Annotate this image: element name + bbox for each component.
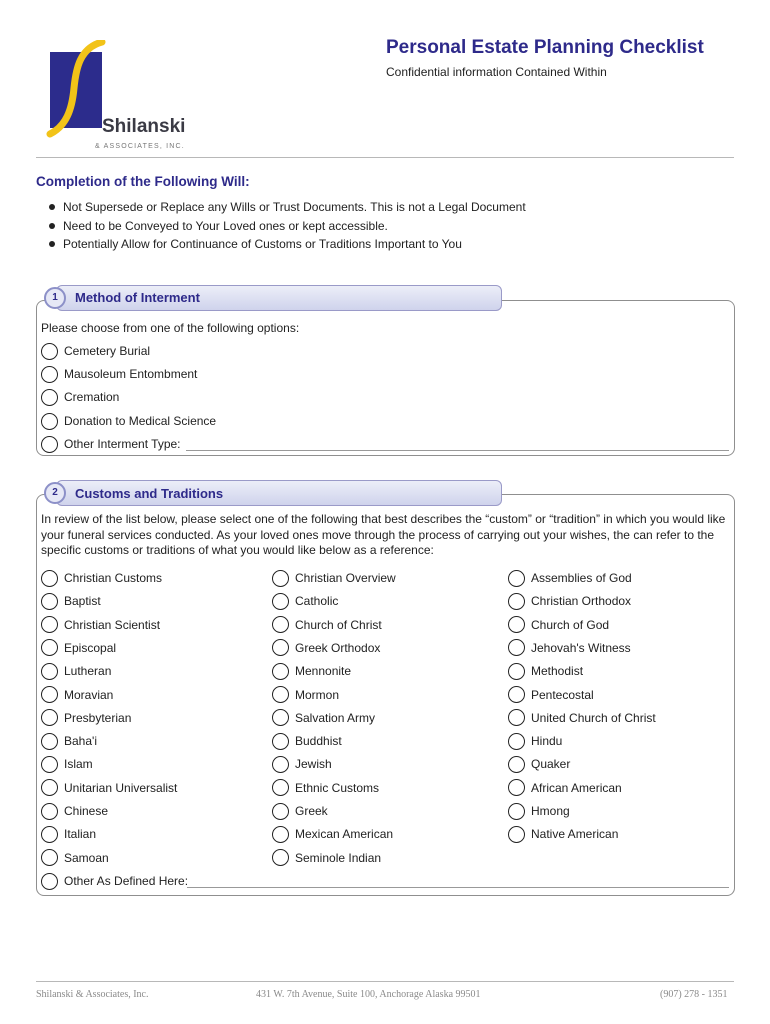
radio-circle[interactable] bbox=[41, 779, 58, 796]
radio-circle[interactable] bbox=[508, 639, 525, 656]
radio-circle[interactable] bbox=[41, 733, 58, 750]
custom-option[interactable]: Chinese bbox=[41, 801, 108, 821]
radio-circle[interactable] bbox=[272, 570, 289, 587]
radio-circle[interactable] bbox=[272, 826, 289, 843]
completion-heading: Completion of the Following Will: bbox=[36, 174, 250, 189]
document-subtitle: Confidential information Contained Within bbox=[386, 65, 607, 79]
custom-option[interactable]: Mormon bbox=[272, 685, 339, 705]
radio-circle[interactable] bbox=[272, 709, 289, 726]
radio-circle[interactable] bbox=[508, 779, 525, 796]
custom-option[interactable]: Greek bbox=[272, 801, 328, 821]
custom-option[interactable]: Islam bbox=[41, 754, 93, 774]
custom-option[interactable]: Moravian bbox=[41, 685, 113, 705]
footer-divider bbox=[36, 981, 734, 982]
radio-circle[interactable] bbox=[41, 663, 58, 680]
radio-circle[interactable] bbox=[272, 663, 289, 680]
custom-option[interactable]: Lutheran bbox=[41, 661, 111, 681]
option-cremation[interactable]: Cremation bbox=[41, 387, 119, 407]
interment-section-title: Method of Interment bbox=[75, 290, 200, 305]
custom-option[interactable]: Assemblies of God bbox=[508, 568, 632, 588]
radio-circle[interactable] bbox=[508, 803, 525, 820]
custom-option[interactable]: Christian Orthodox bbox=[508, 591, 631, 611]
radio-circle[interactable] bbox=[272, 756, 289, 773]
custom-option[interactable]: Presbyterian bbox=[41, 708, 131, 728]
customs-section-title: Customs and Traditions bbox=[75, 486, 224, 501]
custom-option[interactable]: Samoan bbox=[41, 848, 109, 868]
radio-circle[interactable] bbox=[272, 779, 289, 796]
document-title: Personal Estate Planning Checklist bbox=[386, 37, 704, 58]
radio-circle[interactable] bbox=[508, 709, 525, 726]
radio-circle[interactable] bbox=[508, 686, 525, 703]
radio-circle[interactable] bbox=[41, 709, 58, 726]
custom-option[interactable]: Christian Customs bbox=[41, 568, 162, 588]
custom-option[interactable]: Quaker bbox=[508, 754, 570, 774]
option-other-interment[interactable]: Other Interment Type: bbox=[41, 434, 181, 454]
custom-option[interactable]: Greek Orthodox bbox=[272, 638, 380, 658]
radio-circle[interactable] bbox=[508, 593, 525, 610]
custom-option[interactable]: Seminole Indian bbox=[272, 848, 381, 868]
custom-option[interactable]: Jewish bbox=[272, 754, 332, 774]
custom-option[interactable]: United Church of Christ bbox=[508, 708, 656, 728]
radio-circle[interactable] bbox=[272, 616, 289, 633]
option-mausoleum-entombment[interactable]: Mausoleum Entombment bbox=[41, 364, 197, 384]
radio-circle[interactable] bbox=[272, 733, 289, 750]
custom-option[interactable]: Pentecostal bbox=[508, 685, 594, 705]
custom-option[interactable]: Hindu bbox=[508, 731, 562, 751]
interment-instruction: Please choose from one of the following options: bbox=[41, 321, 300, 335]
bullet-item: Potentially Allow for Continuance of Customs or Traditions Important to You bbox=[46, 235, 526, 254]
custom-option[interactable]: Baptist bbox=[41, 591, 101, 611]
radio-circle[interactable] bbox=[41, 826, 58, 843]
radio-circle[interactable] bbox=[41, 873, 58, 890]
other-interment-input-line[interactable] bbox=[186, 450, 729, 451]
radio-circle[interactable] bbox=[41, 686, 58, 703]
footer-phone: (907) 278 - 1351 bbox=[660, 989, 728, 1000]
custom-option[interactable]: Ethnic Customs bbox=[272, 778, 379, 798]
logo-tagline: & ASSOCIATES, INC. bbox=[95, 143, 185, 150]
radio-circle[interactable] bbox=[41, 413, 58, 430]
custom-option[interactable]: Episcopal bbox=[41, 638, 116, 658]
option-cemetery-burial[interactable]: Cemetery Burial bbox=[41, 341, 150, 361]
footer-address: 431 W. 7th Avenue, Suite 100, Anchorage Alaska 99501 bbox=[256, 989, 481, 1000]
radio-circle[interactable] bbox=[508, 570, 525, 587]
option-donation-medical-science[interactable]: Donation to Medical Science bbox=[41, 411, 216, 431]
radio-circle[interactable] bbox=[272, 639, 289, 656]
custom-option[interactable]: Mennonite bbox=[272, 661, 351, 681]
radio-circle[interactable] bbox=[41, 756, 58, 773]
custom-option[interactable]: Catholic bbox=[272, 591, 338, 611]
custom-option[interactable]: Christian Overview bbox=[272, 568, 396, 588]
bullet-item: Not Supersede or Replace any Wills or Trust Documents. This is not a Legal Document bbox=[46, 198, 526, 217]
radio-circle[interactable] bbox=[41, 436, 58, 453]
custom-option[interactable]: Mexican American bbox=[272, 824, 393, 844]
custom-option[interactable]: Unitarian Universalist bbox=[41, 778, 177, 798]
radio-circle[interactable] bbox=[41, 343, 58, 360]
radio-circle[interactable] bbox=[41, 803, 58, 820]
custom-option[interactable]: Hmong bbox=[508, 801, 570, 821]
custom-option[interactable]: Methodist bbox=[508, 661, 583, 681]
option-other-custom[interactable]: Other As Defined Here: bbox=[41, 871, 188, 891]
custom-option[interactable]: Jehovah's Witness bbox=[508, 638, 631, 658]
radio-circle[interactable] bbox=[508, 616, 525, 633]
radio-circle[interactable] bbox=[41, 389, 58, 406]
custom-option[interactable]: Christian Scientist bbox=[41, 615, 160, 635]
logo-name: Shilanski bbox=[102, 116, 186, 137]
header-divider bbox=[36, 157, 734, 158]
radio-circle[interactable] bbox=[41, 849, 58, 866]
custom-option[interactable]: African American bbox=[508, 778, 622, 798]
radio-circle[interactable] bbox=[41, 366, 58, 383]
radio-circle[interactable] bbox=[508, 663, 525, 680]
radio-circle[interactable] bbox=[41, 593, 58, 610]
custom-option[interactable]: Native American bbox=[508, 824, 618, 844]
radio-circle[interactable] bbox=[508, 826, 525, 843]
section-number-badge: 1 bbox=[44, 287, 66, 309]
bullet-item: Need to be Conveyed to Your Loved ones or kept accessible. bbox=[46, 217, 526, 236]
custom-option[interactable]: Buddhist bbox=[272, 731, 342, 751]
section-number-badge: 2 bbox=[44, 482, 66, 504]
radio-circle[interactable] bbox=[41, 616, 58, 633]
custom-option[interactable]: Baha'i bbox=[41, 731, 97, 751]
customs-description: In review of the list below, please select one of the following that best describes the “custom” or “tradition” in which you would like your funeral services conducted. As your loved ones move through the process of carrying out your wishes, the can refer to the specific customs or traditions of what you would like below as a reference: bbox=[41, 512, 726, 557]
footer-company: Shilanski & Associates, Inc. bbox=[36, 989, 149, 1000]
custom-option[interactable]: Salvation Army bbox=[272, 708, 375, 728]
radio-circle[interactable] bbox=[272, 849, 289, 866]
radio-circle[interactable] bbox=[272, 803, 289, 820]
completion-bullet-list bbox=[46, 198, 526, 254]
radio-circle[interactable] bbox=[272, 593, 289, 610]
radio-circle[interactable] bbox=[41, 639, 58, 656]
radio-circle[interactable] bbox=[508, 756, 525, 773]
custom-option[interactable]: Church of Christ bbox=[272, 615, 382, 635]
radio-circle[interactable] bbox=[508, 733, 525, 750]
custom-option[interactable]: Italian bbox=[41, 824, 96, 844]
company-logo bbox=[44, 40, 204, 152]
custom-option[interactable]: Church of God bbox=[508, 615, 609, 635]
other-custom-input-line[interactable] bbox=[187, 887, 729, 888]
radio-circle[interactable] bbox=[41, 570, 58, 587]
radio-circle[interactable] bbox=[272, 686, 289, 703]
